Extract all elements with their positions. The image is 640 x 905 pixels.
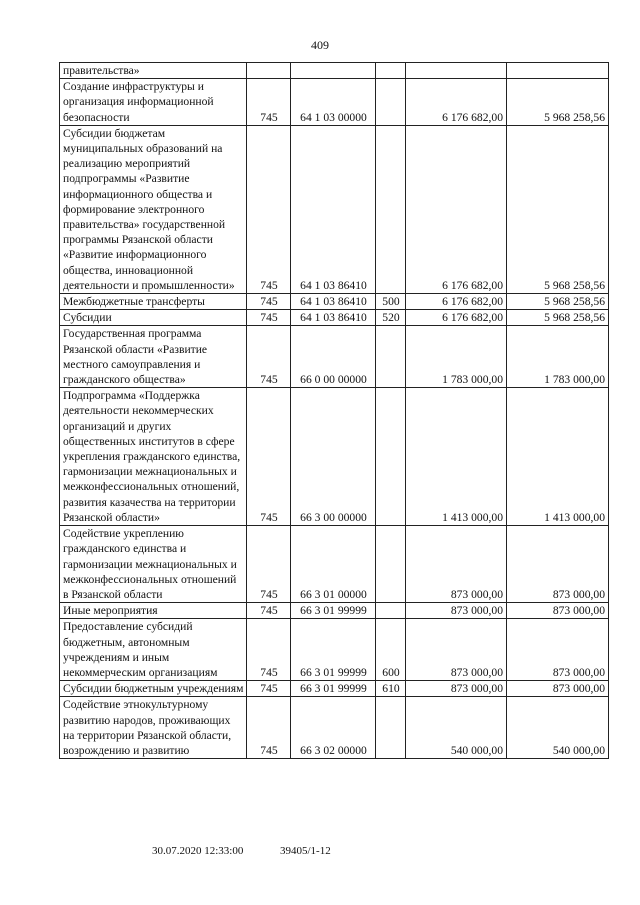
table-row bbox=[60, 79, 609, 126]
expense-type-code bbox=[376, 526, 406, 603]
admin-code: 745 bbox=[247, 681, 291, 697]
amount-planned: 873 000,00 bbox=[406, 526, 507, 603]
admin-code: 745 bbox=[247, 388, 291, 526]
table-row bbox=[60, 619, 609, 681]
table-row bbox=[60, 697, 609, 759]
item-name: Иные мероприятия bbox=[60, 603, 247, 619]
table-row bbox=[60, 310, 609, 326]
admin-code: 745 bbox=[247, 603, 291, 619]
target-article-code: 64 1 03 86410 bbox=[291, 294, 376, 310]
table-row bbox=[60, 681, 609, 697]
expense-type-code: 500 bbox=[376, 294, 406, 310]
amount-executed: 873 000,00 bbox=[507, 526, 609, 603]
target-article-code: 64 1 03 00000 bbox=[291, 79, 376, 126]
item-name: Подпрограмма «Поддержка деятельности некоммерческих организаций и других общественных институтов в сфере укрепления гражданского единства, гармонизации межнациональных и межконфессиональных отношений, развития казачества на территории Рязанской области» bbox=[60, 388, 247, 526]
item-name: Предоставление субсидий бюджетным, автономным учреждениям и иным некоммерческим организациям bbox=[60, 619, 247, 681]
amount-executed: 873 000,00 bbox=[507, 619, 609, 681]
amount-executed: 873 000,00 bbox=[507, 681, 609, 697]
amount-planned: 873 000,00 bbox=[406, 603, 507, 619]
item-name: правительства» bbox=[60, 63, 247, 79]
item-name: Содействие этнокультурному развитию народов, проживающих на территории Рязанской области, возрождению и развитию bbox=[60, 697, 247, 759]
amount-planned: 1 783 000,00 bbox=[406, 326, 507, 388]
table-row bbox=[60, 526, 609, 603]
amount-executed: 1 413 000,00 bbox=[507, 388, 609, 526]
admin-code: 745 bbox=[247, 697, 291, 759]
table-row bbox=[60, 388, 609, 526]
table-row bbox=[60, 294, 609, 310]
expense-type-code bbox=[376, 63, 406, 79]
amount-executed: 5 968 258,56 bbox=[507, 294, 609, 310]
expense-type-code: 520 bbox=[376, 310, 406, 326]
expense-type-code bbox=[376, 79, 406, 126]
amount-planned: 6 176 682,00 bbox=[406, 125, 507, 293]
amount-executed: 5 968 258,56 bbox=[507, 125, 609, 293]
amount-planned: 6 176 682,00 bbox=[406, 294, 507, 310]
target-article-code: 66 3 00 00000 bbox=[291, 388, 376, 526]
admin-code bbox=[247, 63, 291, 79]
item-name: Субсидии bbox=[60, 310, 247, 326]
table-row bbox=[60, 603, 609, 619]
admin-code: 745 bbox=[247, 526, 291, 603]
item-name: Содействие укреплению гражданского единства и гармонизации межнациональных и межконфессиональных отношений в Рязанской области bbox=[60, 526, 247, 603]
amount-executed: 5 968 258,56 bbox=[507, 310, 609, 326]
amount-executed: 540 000,00 bbox=[507, 697, 609, 759]
admin-code: 745 bbox=[247, 125, 291, 293]
amount-executed: 873 000,00 bbox=[507, 603, 609, 619]
amount-planned: 6 176 682,00 bbox=[406, 79, 507, 126]
target-article-code: 66 3 01 99999 bbox=[291, 603, 376, 619]
expense-type-code: 610 bbox=[376, 681, 406, 697]
item-name: Государственная программа Рязанской области «Развитие местного самоуправления и гражданского общества» bbox=[60, 326, 247, 388]
footer-document-id: 39405/1-12 bbox=[280, 845, 331, 857]
table-row bbox=[60, 63, 609, 79]
target-article-code: 64 1 03 86410 bbox=[291, 125, 376, 293]
admin-code: 745 bbox=[247, 619, 291, 681]
expense-type-code bbox=[376, 388, 406, 526]
admin-code: 745 bbox=[247, 79, 291, 126]
admin-code: 745 bbox=[247, 326, 291, 388]
expense-type-code bbox=[376, 326, 406, 388]
budget-table bbox=[59, 62, 609, 759]
expense-type-code bbox=[376, 125, 406, 293]
expense-type-code bbox=[376, 697, 406, 759]
target-article-code: 66 3 01 99999 bbox=[291, 681, 376, 697]
amount-planned: 6 176 682,00 bbox=[406, 310, 507, 326]
target-article-code bbox=[291, 63, 376, 79]
target-article-code: 66 3 02 00000 bbox=[291, 697, 376, 759]
page-number: 409 bbox=[311, 38, 329, 52]
target-article-code: 66 3 01 00000 bbox=[291, 526, 376, 603]
item-name: Межбюджетные трансферты bbox=[60, 294, 247, 310]
admin-code: 745 bbox=[247, 294, 291, 310]
table-row bbox=[60, 326, 609, 388]
expense-type-code: 600 bbox=[376, 619, 406, 681]
amount-planned: 540 000,00 bbox=[406, 697, 507, 759]
amount-executed bbox=[507, 63, 609, 79]
amount-planned: 873 000,00 bbox=[406, 619, 507, 681]
item-name: Создание инфраструктуры и организация информационной безопасности bbox=[60, 79, 247, 126]
amount-planned: 873 000,00 bbox=[406, 681, 507, 697]
footer-timestamp: 30.07.2020 12:33:00 bbox=[152, 845, 244, 857]
amount-executed: 5 968 258,56 bbox=[507, 79, 609, 126]
amount-executed: 1 783 000,00 bbox=[507, 326, 609, 388]
amount-planned: 1 413 000,00 bbox=[406, 388, 507, 526]
budget-table-body bbox=[60, 63, 609, 759]
table-row bbox=[60, 125, 609, 293]
item-name: Субсидии бюджетам муниципальных образований на реализацию мероприятий подпрограммы «Развитие информационного общества и формирование электронного правительства» государственной программы Рязанской области «Развитие информационного общества, инновационной деятельности и промышленности» bbox=[60, 125, 247, 293]
target-article-code: 66 3 01 99999 bbox=[291, 619, 376, 681]
target-article-code: 64 1 03 86410 bbox=[291, 310, 376, 326]
item-name: Субсидии бюджетным учреждениям bbox=[60, 681, 247, 697]
target-article-code: 66 0 00 00000 bbox=[291, 326, 376, 388]
amount-planned bbox=[406, 63, 507, 79]
admin-code: 745 bbox=[247, 310, 291, 326]
expense-type-code bbox=[376, 603, 406, 619]
